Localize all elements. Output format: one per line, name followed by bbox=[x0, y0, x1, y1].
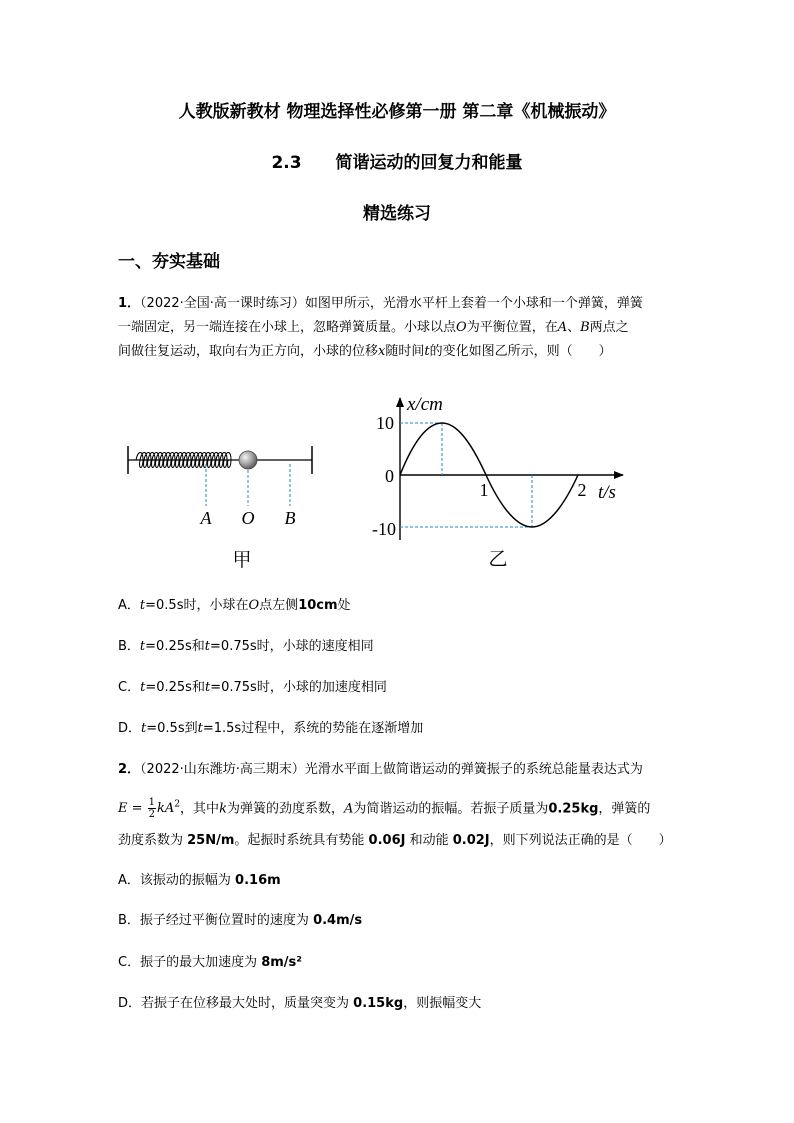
ball bbox=[239, 451, 257, 469]
question-number: 1． bbox=[118, 296, 141, 311]
label-b: B bbox=[284, 508, 296, 528]
q1-option-a: A．t=0.5s时，小球在O点左侧10cm处 bbox=[118, 598, 351, 613]
document-title: 人教版新教材 物理选择性必修第一册 第二章《机械振动》 bbox=[178, 102, 616, 122]
label-a: A bbox=[200, 508, 212, 528]
question-2-stem: 2．（2022·山东潍坊·高三期末）光滑水平面上做简谐运动的弹簧振子的系统总能量表达式为 bbox=[118, 762, 643, 777]
q1-option-c: C．t=0.25s和t=0.75s时，小球的加速度相同 bbox=[118, 680, 387, 695]
question-2-stem-formula-line: E = $\frac{1}{2}$ $kA^2$，其中k为弹簧的劲度系数，A为简谐运动的振幅。若振子质量为0.25kg，弹簧的 bbox=[118, 797, 651, 821]
x-tick-2: 2 bbox=[577, 480, 587, 500]
q1-option-d: D．t=0.5s到t=1.5s过程中，系统的势能在逐渐增加 bbox=[118, 721, 424, 736]
question-1-stem: 1．（2022·全国·高一课时练习）如图甲所示，光滑水平杆上套着一个小球和一个弹簧，弹簧 一端固定，另一端连接在小球上，忽略弹簧质量。小球以点O为平衡位置，在A、B两点之 间做往复运动，取向右为正方向，小球的位移x随时间t的变化如图乙所示，则（ ） bbox=[118, 296, 643, 359]
lesson-title: 2.3 简谐运动的回复力和能量 bbox=[271, 153, 523, 173]
question-2-stem-last-line: 劲度系数为 25N/m。起振时系统具有势能 0.06J 和动能 0.02J，则下列说法正确的是（ ） bbox=[118, 833, 672, 848]
y-tick-minus-10: -10 bbox=[372, 519, 396, 539]
q2-option-d: D．若振子在位移最大处时，质量突变为 0.15kg，则振幅变大 bbox=[118, 996, 482, 1011]
figure-caption-jia: 甲 bbox=[232, 549, 252, 571]
figure-caption-yi: 乙 bbox=[488, 548, 508, 570]
question-source: （2022·全国·高一课时练习） bbox=[140, 296, 305, 311]
q2-option-a: A．该振动的振幅为 0.16m bbox=[118, 873, 281, 888]
x-tick-1: 1 bbox=[479, 480, 489, 500]
y-tick-10: 10 bbox=[376, 413, 394, 433]
displacement-time-graph bbox=[350, 390, 640, 575]
question-source: （2022·山东潍坊·高三期末） bbox=[140, 762, 305, 777]
q2-option-b: B．振子经过平衡位置时的速度为 0.4m/s bbox=[118, 913, 363, 928]
spring-oscillator-figure bbox=[120, 430, 320, 580]
q1-option-b: B．t=0.25s和t=0.75s时，小球的速度相同 bbox=[118, 639, 374, 654]
exercise-subtitle: 精选练习 bbox=[363, 204, 431, 224]
q2-option-c: C．振子的最大加速度为 8m/s² bbox=[118, 955, 302, 970]
x-axis-label: t/s bbox=[598, 482, 616, 503]
question-number: 2． bbox=[118, 762, 141, 777]
energy-formula: E = $\frac{1}{2}$ $kA^2$ bbox=[118, 797, 181, 821]
section-heading: 一、夯实基础 bbox=[118, 252, 220, 272]
label-o: O bbox=[241, 508, 255, 528]
y-axis-label: x/cm bbox=[407, 394, 443, 415]
y-tick-0: 0 bbox=[385, 466, 394, 486]
